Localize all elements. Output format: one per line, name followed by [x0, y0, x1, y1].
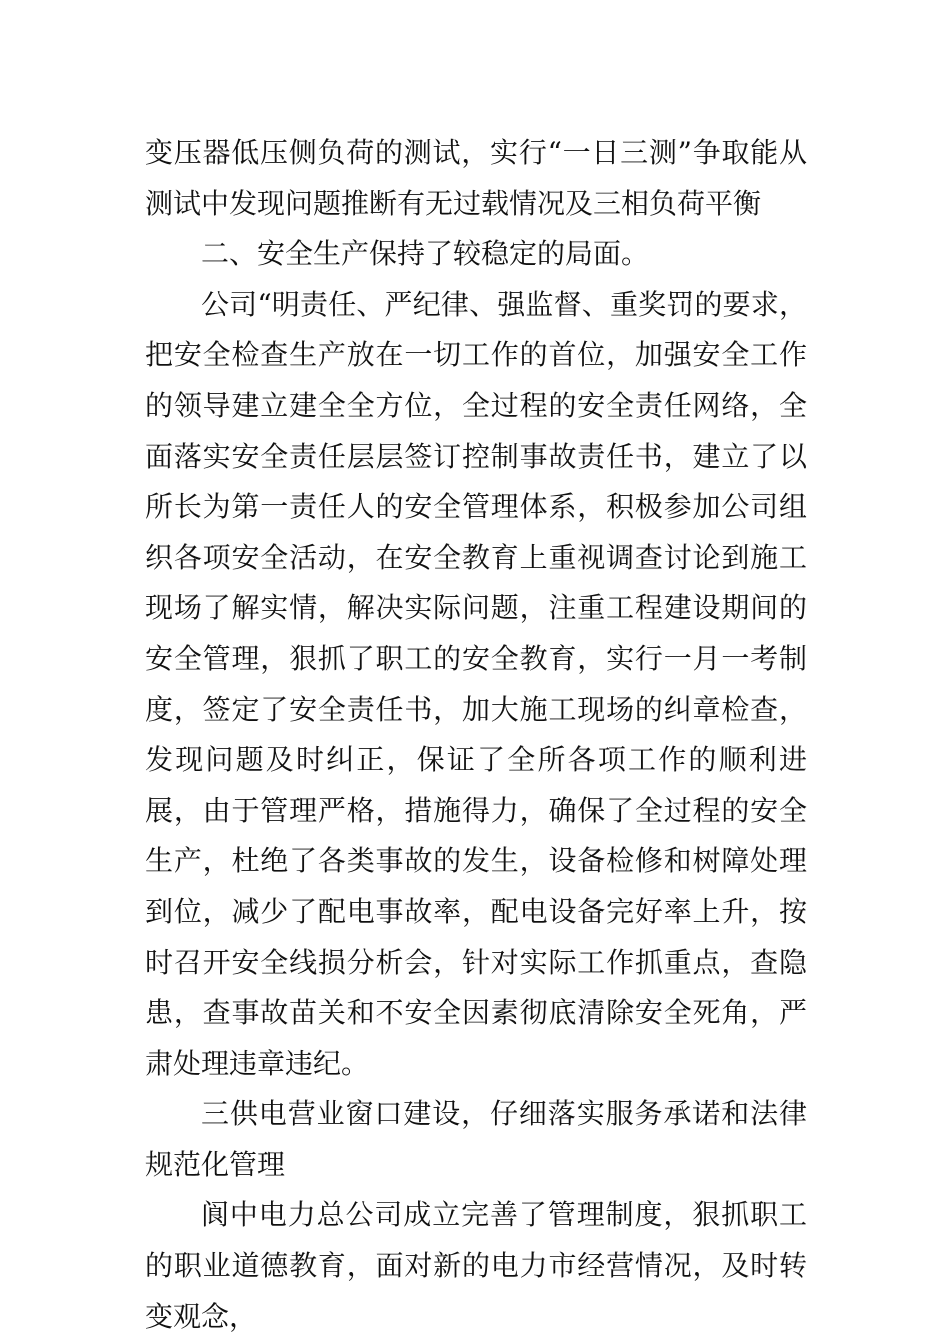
paragraph-intro: 变压器低压侧负荷的测试，实行“一日三测”争取能从测试中发现问题推断有无过载情况及三相负荷平衡: [145, 136, 807, 220]
section-heading-service: 三供电营业窗口建设，仔细落实服务承诺和法律规范化管理: [145, 1097, 807, 1181]
paragraph-service: 阆中电力总公司成立完善了管理制度，狠抓职工的职业道德教育，面对新的电力市经营情况，及时转变观念，: [145, 1198, 807, 1333]
section-heading-safety: 二、安全生产保持了较稳定的局面。: [201, 237, 650, 271]
paragraph-safety: 公司“明责任、严纪律、强监督、重奖罚的要求，把安全检查生产放在一切工作的首位，加强安全工作的领导建立建全全方位，全过程的安全责任网络，全面落实安全责任层层签订控制事故责任书，建立了以所长为第一责任人的安全管理体系，积极参加公司组织各项安全活动，在安全教育上重视调查讨论到施工现场了解实情，解决实际问题，注重工程建设期间的安全管理，狠抓了职工的安全教育，实行一月一考制度，签定了安全责任书，加大施工现场的纠章检查，发现问题及时纠正，保证了全所各项工作的顺利进展，由于管理严格，措施得力，确保了全过程的安全生产，杜绝了各类事故的发生，设备检修和树障处理到位，减少了配电事故率，配电设备完好率上升，按时召开安全线损分析会，针对实际工作抓重点，查隐患，查事故苗关和不安全因素彻底清除安全死角，严肃处理违章违纪。: [145, 287, 807, 1080]
document-body: [145, 128, 807, 1342]
